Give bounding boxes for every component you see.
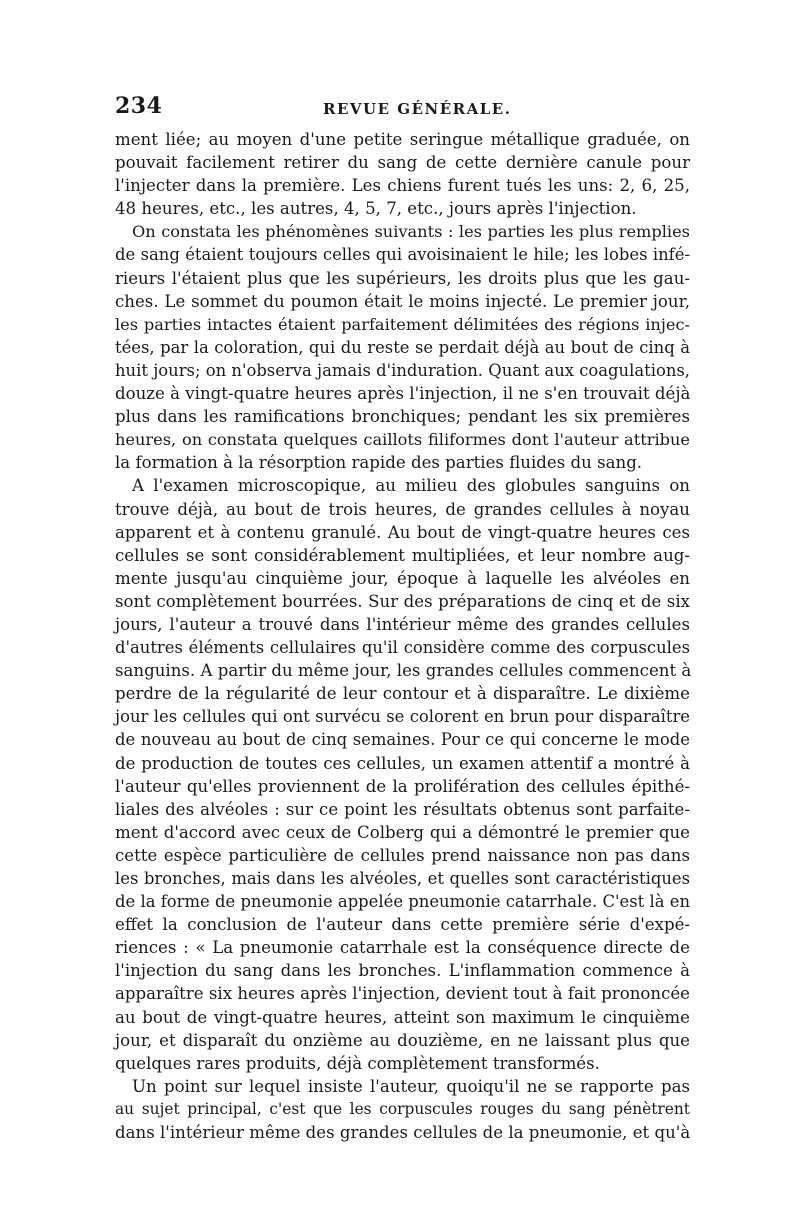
text-line: de la forme de pneumonie appelée pneumonie catarrhale. C'est là en [115, 892, 690, 912]
text-line: quelques rares produits, déjà complètement transformés. [115, 1053, 600, 1073]
text-line: mente jusqu'au cinquième jour, époque à laquelle les alvéoles en [115, 568, 690, 588]
text-line: 48 heures, etc., les autres, 4, 5, 7, etc., jours après l'injection. [115, 199, 637, 219]
text-line: dans l'intérieur même des grandes cellules de la pneumonie, et qu'à [115, 1123, 691, 1143]
text-line: de production de toutes ces cellules, un examen attentif a montré à [115, 753, 690, 773]
text-line: l'injecter dans la première. Les chiens furent tués les uns: 2, 6, 25, [115, 176, 690, 196]
text-line: plus dans les ramifications bronchiques; pendant les six premières [115, 407, 690, 427]
text-line: heures, on constata quelques caillots filiformes dont l'auteur attribue [115, 430, 690, 450]
text-line: perdre de la régularité de leur contour et à disparaître. Le dixième [115, 684, 690, 704]
text-line: d'autres éléments cellulaires qu'il considère comme des corpuscules [115, 638, 690, 658]
running-head [115, 93, 685, 123]
text-line: apparaître six heures après l'injection, devient tout à fait prononcée [115, 984, 690, 1004]
text-line: ment liée; au moyen d'une petite seringue métallique graduée, on [115, 130, 690, 149]
text-line: tées, par la coloration, qui du reste se perdait déjà au bout de cinq à [115, 337, 690, 357]
text-line: l'injection du sang dans les bronches. L'inflammation commence à [115, 961, 690, 981]
text-line: A l'examen microscopique, au milieu des globules sanguins on [132, 476, 690, 496]
text-line: sanguins. A partir du même jour, les grandes cellules commencent à [115, 661, 692, 681]
text-line: de nouveau au bout de cinq semaines. Pour ce qui concerne le mode [115, 730, 690, 750]
text-line: sont complètement bourrées. Sur des préparations de cinq et de six [115, 591, 690, 611]
page-number: 234 [115, 93, 163, 119]
text-line: au bout de vingt-quatre heures, atteint son maximum le cinquième [115, 1007, 690, 1027]
text-line: apparent et à contenu granulé. Au bout de vingt-quatre heures ces [115, 522, 690, 542]
body-text [115, 128, 690, 1144]
text-line: liales des alvéoles : sur ce point les résultats obtenus sont parfaite- [115, 799, 690, 819]
text-line: jour, et disparaît du onzième au douzième, en ne laissant plus que [115, 1030, 690, 1050]
text-line: ches. Le sommet du poumon était le moins injecté. Le premier jour, [115, 291, 690, 311]
text-line: cellules se sont considérablement multipliées, et leur nombre aug- [115, 545, 690, 565]
text-line: de sang étaient toujours celles qui avoisinaient le hile; les lobes infé- [115, 245, 690, 265]
text-line: trouve déjà, au bout de trois heures, de grandes cellules à noyau [115, 499, 690, 519]
text-line: au sujet principal, c'est que les corpuscules rouges du sang pénètrent [115, 1099, 690, 1118]
text-line: Un point sur lequel insiste l'auteur, quoiqu'il ne se rapporte pas [132, 1076, 690, 1096]
text-line: effet la conclusion de l'auteur dans cette première série d'expé- [115, 915, 690, 935]
text-line: douze à vingt-quatre heures après l'injection, il ne s'en trouvait déjà [115, 384, 691, 404]
text-line: jour les cellules qui ont survécu se colorent en brun pour disparaître [115, 707, 690, 727]
text-line: les bronches, mais dans les alvéoles, et quelles sont caractéristiques [115, 869, 690, 888]
text-line: cette espèce particulière de cellules prend naissance non pas dans [115, 845, 690, 865]
text-line: huit jours; on n'observa jamais d'induration. Quant aux coagulations, [115, 360, 690, 380]
text-line: l'auteur qu'elles proviennent de la prolifération des cellules épithé- [115, 776, 690, 796]
text-line: pouvait facilement retirer du sang de cette dernière canule pour [115, 153, 690, 173]
text-line: ment d'accord avec ceux de Colberg qui a démontré le premier que [115, 822, 690, 842]
text-line: rieurs l'étaient plus que les supérieurs, les droits plus que les gau- [115, 268, 690, 288]
text-line: la formation à la résorption rapide des parties fluides du sang. [115, 453, 643, 473]
text-line: jours, l'auteur a trouvé dans l'intérieur même des grandes cellules [115, 614, 690, 634]
running-title: REVUE GÉNÉRALE. [323, 100, 512, 118]
text-line: les parties intactes étaient parfaitement délimitées des régions injec- [115, 314, 690, 334]
text-line: On constata les phénomènes suivants : les parties les plus remplies [132, 222, 690, 242]
text-line: riences : « La pneumonie catarrhale est la conséquence directe de [115, 938, 690, 958]
